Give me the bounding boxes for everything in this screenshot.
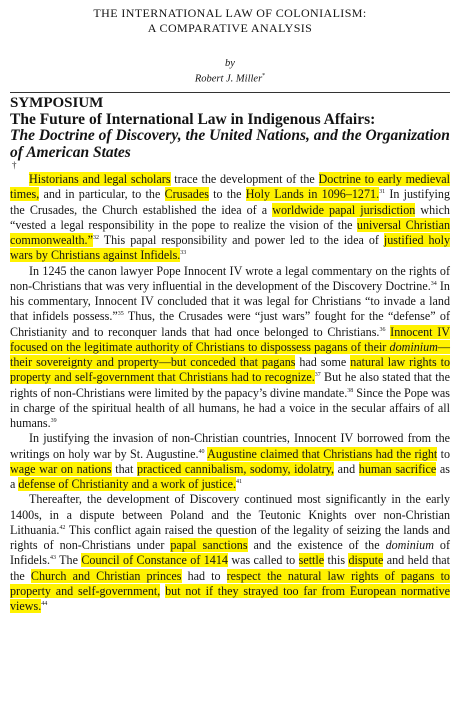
body-text [10, 172, 450, 614]
paragraph-text: trace the development of the [170, 172, 319, 186]
paragraph-text: this [324, 553, 349, 568]
article-header [10, 0, 450, 36]
paragraph-text: and in particular, to the [39, 187, 165, 202]
paragraph-text: But he also stated that the rights of non-Christians were limited by the papacy’s divine mandate. [10, 370, 450, 400]
paragraph-text: that [111, 461, 137, 476]
symposium-label: SYMPOSIUM [10, 94, 104, 111]
paragraph-text: and [334, 461, 359, 476]
footnote-ref: 32 [92, 234, 99, 241]
highlighted-text: human sacrifice [358, 461, 437, 476]
symposium-dagger-mark: † [12, 160, 17, 170]
footnote-ref: 33 [180, 250, 187, 257]
paragraph-text: as a [10, 461, 450, 491]
footnote-ref: 37 [314, 372, 321, 379]
paragraph-text: In 1245 the canon lawyer Pope Innocent IV wrote a legal commentary on the rights of non-Christians that was very influential in the development of the Discovery Doctrine. [10, 263, 450, 293]
highlighted-text: defense of Christianity and a work of justice. [18, 477, 237, 491]
body-paragraph [10, 264, 450, 432]
paragraph-text: In justifying the Crusades, the Church established the idea of a [10, 187, 450, 217]
body-paragraph [10, 172, 450, 264]
paragraph-text: The [55, 553, 82, 568]
footnote-ref: 36 [379, 326, 386, 333]
footnote-ref: 38 [347, 387, 354, 394]
paragraph-text: to [437, 446, 451, 461]
footnote-ref: 39 [50, 417, 57, 424]
paragraph-text: In his commentary, Innocent IV concluded that it was legal for Christians “to invade a land that infidels possess.” [10, 278, 450, 324]
highlighted-text: —their sovereignty and property—but conceded that pagans [10, 339, 450, 369]
footnote-ref: 44 [41, 600, 48, 607]
highlighted-text: worldwide papal jurisdiction [272, 202, 416, 217]
highlighted-text: Innocent IV focused on the legitimate authority of Christians to dispossess pagans of their [10, 324, 450, 354]
author-footnote-mark: * [262, 73, 266, 79]
highlighted-text: universal Christian commonwealth.” [10, 217, 450, 247]
footnote-ref: 35 [117, 311, 124, 318]
highlighted-text: but not if they strayed too far from European normative views. [10, 583, 450, 613]
paragraph-text: and held that the [10, 553, 450, 583]
highlighted-text: natural law rights to property and self-government that Christians had to recognize. [10, 355, 450, 385]
highlighted-text: papal sanctions [170, 538, 248, 552]
byline [10, 57, 450, 86]
body-paragraph [10, 431, 450, 492]
highlighted-text: Church and Christian princes [30, 568, 182, 583]
paragraph-text: In justifying the invasion of non-Christian countries, Innocent IV borrowed from the writings on holy war by St. Augustine. [10, 431, 450, 461]
paragraph-text: Thereafter, the development of Discovery continued most significantly in the early 1400s, in a dispute between Poland and the Teutonic Knights over non-Christian Lithuania. [10, 492, 450, 537]
article-title-line-2: A COMPARATIVE ANALYSIS [147, 21, 313, 35]
footnote-ref: 41 [236, 478, 243, 485]
highlighted-text: Council of Constance of 1414 [81, 553, 228, 568]
footnote-ref: 43 [49, 555, 56, 562]
paragraph-text: This conflict again raised the question of the legality of seizing the lands and rights of non-Christians under [10, 522, 450, 552]
paragraph-text: Since the Pope was in charge of the spiritual health of all humans, he had a voice in the secular affairs of all humans. [10, 385, 451, 430]
byline-by: by [225, 58, 235, 69]
highlighted-text: settle [298, 553, 325, 568]
footnote-ref: 34 [430, 280, 437, 287]
symposium-title: The Future of International Law in Indigenous Affairs: [10, 110, 376, 128]
paragraph-text: and the existence of the [247, 538, 386, 552]
highlighted-text: Historians and legal scholars [29, 172, 171, 186]
paragraph-text: to the [208, 187, 246, 202]
highlighted-text: Crusades [164, 187, 209, 202]
highlighted-text: Holy Lands in 1096–1271. [245, 187, 380, 202]
highlighted-text: respect the natural law rights of pagans to property and self-government, [10, 568, 450, 598]
highlighted-text: justified holy wars by Christians against Infidels. [10, 233, 450, 263]
footnote-ref: 40 [198, 448, 205, 455]
author-name: Robert J. Miller [194, 73, 263, 85]
paragraph-text: which “vested a legal responsibility in the pope to realize the vision of the [10, 202, 450, 232]
footnote-ref: 42 [59, 524, 66, 531]
body-paragraph [10, 492, 450, 614]
paragraph-text: had to [181, 568, 227, 583]
highlighted-text: dominium [389, 339, 438, 354]
paragraph-text: This papal responsibility and power led to the idea of [98, 233, 384, 247]
highlighted-text: Augustine claimed that Christians had the right [207, 446, 438, 461]
highlighted-text: Doctrine to early medieval times, [10, 172, 450, 202]
paragraph-text: Thus, the Crusades were “just wars” fought for the “defense” of Christianity and to reconquer lands that had once belonged to Christians. [10, 309, 450, 339]
paragraph-text: was called to [227, 553, 299, 568]
highlighted-text: wage war on nations [10, 461, 112, 476]
paragraph-text: had some [295, 355, 351, 369]
paragraph-text: dominium [385, 538, 434, 552]
highlighted-text: dispute [348, 553, 384, 568]
symposium-subtitle: The Doctrine of Discovery, the United Nations, and the Organization of American States [10, 127, 450, 161]
footnote-ref: 31 [379, 189, 386, 196]
header-rule [10, 92, 450, 93]
highlighted-text: practiced cannibalism, sodomy, idolatry, [136, 461, 335, 476]
article-title-line-1: THE INTERNATIONAL LAW OF COLONIALISM: [93, 6, 367, 20]
paragraph-text: of Infidels. [10, 538, 451, 568]
